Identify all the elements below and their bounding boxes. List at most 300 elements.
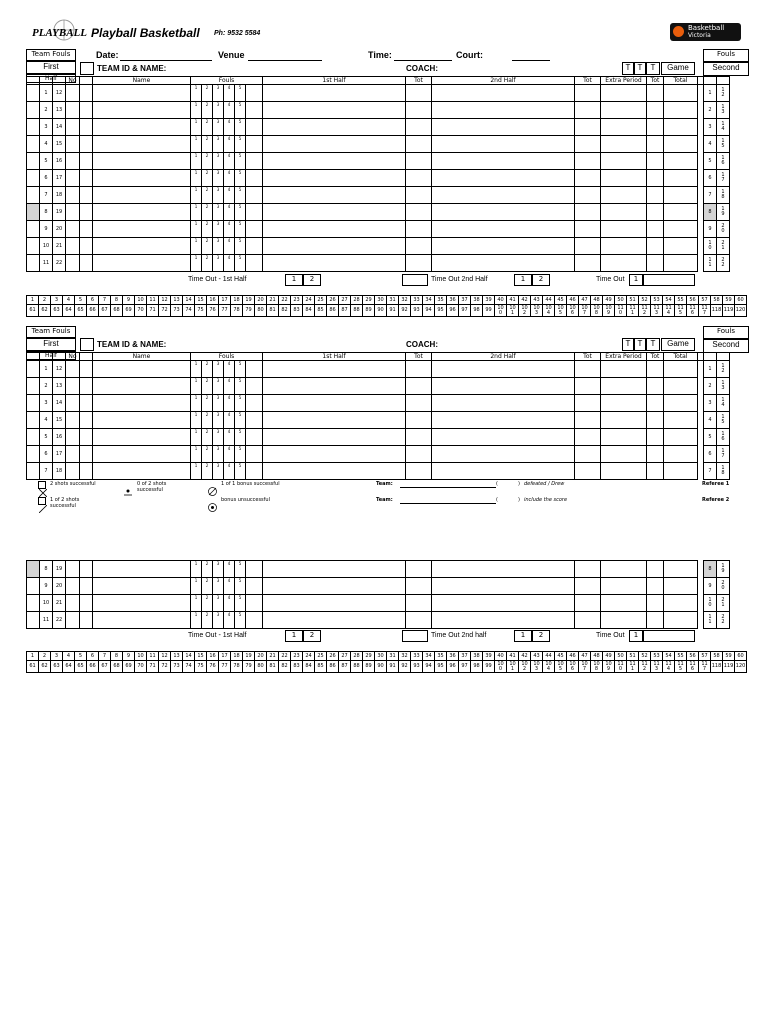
foul-mark-4[interactable]: 4 bbox=[224, 395, 235, 412]
foul-mark-5[interactable]: 5 bbox=[235, 119, 246, 136]
team-foul-count-b[interactable]: 15 bbox=[53, 136, 66, 153]
foul-mark-2[interactable]: 2 bbox=[202, 153, 213, 170]
foul-mark-1[interactable]: 1 bbox=[191, 361, 202, 378]
player-spacer-cell[interactable] bbox=[80, 187, 93, 204]
second-half-score-cell[interactable] bbox=[432, 153, 575, 170]
date-field[interactable] bbox=[120, 60, 212, 61]
first-half-total-cell[interactable] bbox=[406, 561, 432, 578]
foul-extra-cell[interactable] bbox=[246, 187, 263, 204]
player-number-cell[interactable] bbox=[66, 463, 80, 480]
score-cell[interactable]: 45 bbox=[555, 652, 567, 661]
second-foul-count-b[interactable]: 2 1 bbox=[717, 595, 730, 612]
team-foul-shade-cell[interactable] bbox=[27, 429, 40, 446]
score-cell[interactable]: 97 bbox=[459, 305, 471, 317]
team-foul-count-b[interactable]: 21 bbox=[53, 595, 66, 612]
score-cell[interactable]: 74 bbox=[183, 305, 195, 317]
score-cell[interactable]: 97 bbox=[459, 661, 471, 673]
foul-extra-cell[interactable] bbox=[246, 395, 263, 412]
second-half-score-cell[interactable] bbox=[432, 136, 575, 153]
second-foul-count-a[interactable]: 1 bbox=[704, 361, 717, 378]
score-cell[interactable]: 16 bbox=[207, 652, 219, 661]
score-cell[interactable]: 51 bbox=[627, 652, 639, 661]
foul-mark-3[interactable]: 3 bbox=[213, 102, 224, 119]
score-cell[interactable]: 82 bbox=[279, 661, 291, 673]
extra-period-cell[interactable] bbox=[601, 395, 647, 412]
score-cell[interactable]: 74 bbox=[183, 661, 195, 673]
extra-total-cell[interactable] bbox=[647, 395, 664, 412]
score-cell[interactable]: 1 bbox=[27, 296, 39, 305]
score-cell[interactable]: 65 bbox=[75, 661, 87, 673]
first-half-score-cell[interactable] bbox=[263, 85, 406, 102]
first-half-total-cell[interactable] bbox=[406, 429, 432, 446]
score-cell[interactable]: 28 bbox=[351, 296, 363, 305]
score-cell[interactable]: 61 bbox=[27, 661, 39, 673]
foul-mark-3[interactable]: 3 bbox=[213, 136, 224, 153]
score-cell[interactable]: 54 bbox=[663, 296, 675, 305]
score-cell[interactable]: 10 9 bbox=[603, 305, 615, 317]
foul-mark-4[interactable]: 4 bbox=[224, 255, 235, 272]
second-half-score-cell[interactable] bbox=[432, 85, 575, 102]
score-cell[interactable]: 78 bbox=[231, 661, 243, 673]
score-cell[interactable]: 65 bbox=[75, 305, 87, 317]
score-cell[interactable]: 4 bbox=[63, 652, 75, 661]
game-total-cell[interactable] bbox=[664, 361, 698, 378]
team-b-field[interactable] bbox=[400, 503, 496, 504]
score-cell[interactable]: 96 bbox=[447, 305, 459, 317]
score-cell[interactable]: 10 7 bbox=[579, 305, 591, 317]
score-cell[interactable]: 8 bbox=[111, 652, 123, 661]
player-number-cell[interactable] bbox=[66, 578, 80, 595]
player-row[interactable] bbox=[27, 136, 730, 153]
foul-mark-2[interactable]: 2 bbox=[202, 595, 213, 612]
score-cell[interactable]: 45 bbox=[555, 296, 567, 305]
foul-mark-3[interactable]: 3 bbox=[213, 378, 224, 395]
team-foul-shade-cell[interactable] bbox=[27, 136, 40, 153]
game-total-cell[interactable] bbox=[664, 85, 698, 102]
score-cell[interactable]: 91 bbox=[387, 305, 399, 317]
game-total-cell[interactable] bbox=[664, 204, 698, 221]
team-id-box-b[interactable] bbox=[80, 338, 94, 351]
player-name-cell[interactable] bbox=[93, 204, 191, 221]
player-number-cell[interactable] bbox=[66, 361, 80, 378]
score-cell[interactable]: 24 bbox=[303, 652, 315, 661]
score-cell[interactable]: 10 1 bbox=[507, 661, 519, 673]
score-cell[interactable]: 10 8 bbox=[591, 661, 603, 673]
score-cell[interactable]: 23 bbox=[291, 652, 303, 661]
team-foul-shade-cell[interactable] bbox=[27, 102, 40, 119]
player-spacer-cell[interactable] bbox=[80, 255, 93, 272]
score-cell[interactable]: 75 bbox=[195, 661, 207, 673]
foul-mark-3[interactable]: 3 bbox=[213, 463, 224, 480]
player-spacer-cell[interactable] bbox=[80, 446, 93, 463]
foul-mark-5[interactable]: 5 bbox=[235, 238, 246, 255]
score-cell[interactable]: 30 bbox=[375, 296, 387, 305]
foul-mark-2[interactable]: 2 bbox=[202, 578, 213, 595]
score-cell[interactable]: 35 bbox=[435, 296, 447, 305]
second-foul-count-a[interactable]: 1 1 bbox=[704, 612, 717, 629]
team-foul-shade-cell[interactable] bbox=[27, 378, 40, 395]
foul-mark-5[interactable]: 5 bbox=[235, 378, 246, 395]
player-spacer-cell[interactable] bbox=[80, 412, 93, 429]
extra-total-cell[interactable] bbox=[647, 119, 664, 136]
first-half-score-cell[interactable] bbox=[263, 255, 406, 272]
foul-extra-cell[interactable] bbox=[246, 578, 263, 595]
foul-extra-cell[interactable] bbox=[246, 378, 263, 395]
foul-mark-2[interactable]: 2 bbox=[202, 255, 213, 272]
score-cell[interactable]: 11 6 bbox=[687, 661, 699, 673]
score-cell[interactable]: 68 bbox=[111, 661, 123, 673]
team-foul-count-a[interactable]: 7 bbox=[40, 463, 53, 480]
extra-period-cell[interactable] bbox=[601, 187, 647, 204]
team-foul-count-a[interactable]: 11 bbox=[40, 612, 53, 629]
foul-mark-1[interactable]: 1 bbox=[191, 395, 202, 412]
player-name-cell[interactable] bbox=[93, 561, 191, 578]
second-foul-count-b[interactable]: 1 8 bbox=[717, 187, 730, 204]
team-foul-count-a[interactable]: 8 bbox=[40, 561, 53, 578]
extra-period-cell[interactable] bbox=[601, 412, 647, 429]
score-cell[interactable]: 19 bbox=[243, 652, 255, 661]
score-cell[interactable]: 8 bbox=[111, 296, 123, 305]
foul-mark-4[interactable]: 4 bbox=[224, 187, 235, 204]
extra-period-cell[interactable] bbox=[601, 578, 647, 595]
score-cell[interactable]: 36 bbox=[447, 652, 459, 661]
second-foul-count-b[interactable]: 1 8 bbox=[717, 463, 730, 480]
foul-mark-3[interactable]: 3 bbox=[213, 153, 224, 170]
foul-mark-1[interactable]: 1 bbox=[191, 221, 202, 238]
second-foul-count-a[interactable]: 7 bbox=[704, 187, 717, 204]
foul-mark-1[interactable]: 1 bbox=[191, 612, 202, 629]
score-cell[interactable]: 92 bbox=[399, 305, 411, 317]
score-cell[interactable]: 7 bbox=[99, 652, 111, 661]
foul-mark-4[interactable]: 4 bbox=[224, 429, 235, 446]
second-half-score-cell[interactable] bbox=[432, 429, 575, 446]
second-half-score-cell[interactable] bbox=[432, 170, 575, 187]
score-cell[interactable]: 99 bbox=[483, 661, 495, 673]
score-cell[interactable]: 21 bbox=[267, 296, 279, 305]
score-cell[interactable]: 26 bbox=[327, 296, 339, 305]
extra-total-cell[interactable] bbox=[647, 221, 664, 238]
score-cell[interactable]: 14 bbox=[183, 652, 195, 661]
score-cell[interactable]: 31 bbox=[387, 652, 399, 661]
foul-mark-4[interactable]: 4 bbox=[224, 561, 235, 578]
foul-mark-1[interactable]: 1 bbox=[191, 378, 202, 395]
foul-mark-2[interactable]: 2 bbox=[202, 561, 213, 578]
score-cell[interactable]: 118 bbox=[711, 661, 723, 673]
extra-total-cell[interactable] bbox=[647, 561, 664, 578]
second-foul-count-b[interactable]: 1 6 bbox=[717, 429, 730, 446]
score-cell[interactable]: 40 bbox=[495, 652, 507, 661]
score-cell[interactable]: 5 bbox=[75, 652, 87, 661]
score-cell[interactable]: 46 bbox=[567, 652, 579, 661]
foul-mark-1[interactable]: 1 bbox=[191, 85, 202, 102]
player-row[interactable] bbox=[27, 187, 730, 204]
first-half-total-cell[interactable] bbox=[406, 136, 432, 153]
score-cell[interactable]: 90 bbox=[375, 305, 387, 317]
team-foul-count-a[interactable]: 3 bbox=[40, 119, 53, 136]
first-half-total-cell[interactable] bbox=[406, 255, 432, 272]
game-total-cell[interactable] bbox=[664, 429, 698, 446]
second-foul-count-a[interactable]: 2 bbox=[704, 102, 717, 119]
second-foul-count-a[interactable]: 1 0 bbox=[704, 595, 717, 612]
second-half-score-cell[interactable] bbox=[432, 612, 575, 629]
score-cell[interactable]: 87 bbox=[339, 305, 351, 317]
team-foul-count-b[interactable]: 19 bbox=[53, 561, 66, 578]
extra-total-cell[interactable] bbox=[647, 85, 664, 102]
player-spacer-cell[interactable] bbox=[80, 85, 93, 102]
timeout-extra-box[interactable]: 1 bbox=[629, 274, 643, 286]
player-row[interactable] bbox=[27, 595, 730, 612]
player-name-cell[interactable] bbox=[93, 85, 191, 102]
score-cell[interactable]: 64 bbox=[63, 661, 75, 673]
foul-mark-4[interactable]: 4 bbox=[224, 85, 235, 102]
score-cell[interactable]: 118 bbox=[711, 305, 723, 317]
score-cell[interactable]: 50 bbox=[615, 652, 627, 661]
first-half-score-cell[interactable] bbox=[263, 561, 406, 578]
score-cell[interactable]: 120 bbox=[735, 661, 747, 673]
team-foul-count-a[interactable]: 9 bbox=[40, 221, 53, 238]
second-foul-count-b[interactable]: 1 9 bbox=[717, 561, 730, 578]
foul-mark-5[interactable]: 5 bbox=[235, 102, 246, 119]
team-foul-count-a[interactable]: 6 bbox=[40, 170, 53, 187]
score-cell[interactable]: 99 bbox=[483, 305, 495, 317]
score-cell[interactable]: 25 bbox=[315, 296, 327, 305]
score-cell[interactable]: 43 bbox=[531, 296, 543, 305]
second-half-score-cell[interactable] bbox=[432, 595, 575, 612]
score-cell[interactable]: 50 bbox=[615, 296, 627, 305]
foul-mark-2[interactable]: 2 bbox=[202, 102, 213, 119]
extra-period-cell[interactable] bbox=[601, 221, 647, 238]
score-cell[interactable]: 7 bbox=[99, 296, 111, 305]
first-half-total-cell[interactable] bbox=[406, 612, 432, 629]
player-row[interactable] bbox=[27, 561, 730, 578]
extra-period-cell[interactable] bbox=[601, 153, 647, 170]
first-half-score-cell[interactable] bbox=[263, 595, 406, 612]
extra-period-cell[interactable] bbox=[601, 463, 647, 480]
foul-extra-cell[interactable] bbox=[246, 204, 263, 221]
team-foul-count-a[interactable]: 9 bbox=[40, 578, 53, 595]
foul-mark-5[interactable]: 5 bbox=[235, 463, 246, 480]
first-half-total-cell[interactable] bbox=[406, 102, 432, 119]
second-foul-count-a[interactable]: 6 bbox=[704, 170, 717, 187]
player-row[interactable] bbox=[27, 119, 730, 136]
foul-mark-2[interactable]: 2 bbox=[202, 395, 213, 412]
score-cell[interactable]: 44 bbox=[543, 652, 555, 661]
second-foul-count-a[interactable]: 5 bbox=[704, 153, 717, 170]
game-total-cell[interactable] bbox=[664, 561, 698, 578]
second-foul-count-b[interactable]: 1 7 bbox=[717, 170, 730, 187]
team-foul-count-b[interactable]: 13 bbox=[53, 102, 66, 119]
foul-mark-5[interactable]: 5 bbox=[235, 136, 246, 153]
second-foul-count-b[interactable]: 2 0 bbox=[717, 221, 730, 238]
score-cell[interactable]: 11 bbox=[147, 296, 159, 305]
player-spacer-cell[interactable] bbox=[80, 238, 93, 255]
second-foul-count-a[interactable]: 9 bbox=[704, 578, 717, 595]
score-cell[interactable]: 87 bbox=[339, 661, 351, 673]
extra-total-cell[interactable] bbox=[647, 412, 664, 429]
score-cell[interactable]: 69 bbox=[123, 661, 135, 673]
team-foul-count-b[interactable]: 18 bbox=[53, 187, 66, 204]
score-cell[interactable]: 60 bbox=[735, 296, 747, 305]
score-cell[interactable]: 11 7 bbox=[699, 661, 711, 673]
second-half-total-cell[interactable] bbox=[575, 136, 601, 153]
score-cell[interactable]: 76 bbox=[207, 661, 219, 673]
team-foul-shade-cell[interactable] bbox=[27, 255, 40, 272]
first-half-total-cell[interactable] bbox=[406, 378, 432, 395]
second-half-total-cell[interactable] bbox=[575, 612, 601, 629]
foul-extra-cell[interactable] bbox=[246, 561, 263, 578]
player-number-cell[interactable] bbox=[66, 595, 80, 612]
score-cell[interactable]: 84 bbox=[303, 305, 315, 317]
score-cell[interactable]: 71 bbox=[147, 661, 159, 673]
score-cell[interactable]: 57 bbox=[699, 652, 711, 661]
team-foul-shade-cell[interactable] bbox=[27, 361, 40, 378]
timeout-blank-b[interactable] bbox=[402, 630, 428, 642]
score-cell[interactable]: 47 bbox=[579, 652, 591, 661]
score-cell[interactable]: 40 bbox=[495, 296, 507, 305]
game-total-cell[interactable] bbox=[664, 378, 698, 395]
second-foul-count-a[interactable]: 4 bbox=[704, 136, 717, 153]
score-cell[interactable]: 66 bbox=[87, 305, 99, 317]
score-cell[interactable]: 11 5 bbox=[675, 661, 687, 673]
score-cell[interactable]: 4 bbox=[63, 296, 75, 305]
foul-mark-3[interactable]: 3 bbox=[213, 395, 224, 412]
foul-mark-4[interactable]: 4 bbox=[224, 102, 235, 119]
second-half-score-cell[interactable] bbox=[432, 102, 575, 119]
player-name-cell[interactable] bbox=[93, 578, 191, 595]
score-cell[interactable]: 10 bbox=[135, 296, 147, 305]
first-half-score-cell[interactable] bbox=[263, 446, 406, 463]
score-cell[interactable]: 43 bbox=[531, 652, 543, 661]
game-total-cell[interactable] bbox=[664, 102, 698, 119]
player-spacer-cell[interactable] bbox=[80, 119, 93, 136]
foul-mark-1[interactable]: 1 bbox=[191, 255, 202, 272]
score-cell[interactable]: 10 5 bbox=[555, 305, 567, 317]
score-cell[interactable]: 3 bbox=[51, 652, 63, 661]
score-cell[interactable]: 27 bbox=[339, 296, 351, 305]
player-row[interactable] bbox=[27, 612, 730, 629]
team-foul-shade-cell[interactable] bbox=[27, 170, 40, 187]
second-half-score-cell[interactable] bbox=[432, 412, 575, 429]
player-name-cell[interactable] bbox=[93, 412, 191, 429]
score-cell[interactable]: 35 bbox=[435, 652, 447, 661]
score-cell[interactable]: 94 bbox=[423, 661, 435, 673]
player-row[interactable] bbox=[27, 446, 730, 463]
score-cell[interactable]: 29 bbox=[363, 652, 375, 661]
score-cell[interactable]: 60 bbox=[735, 652, 747, 661]
foul-mark-3[interactable]: 3 bbox=[213, 238, 224, 255]
extra-total-cell[interactable] bbox=[647, 204, 664, 221]
extra-period-cell[interactable] bbox=[601, 361, 647, 378]
second-half-total-cell[interactable] bbox=[575, 85, 601, 102]
foul-mark-1[interactable]: 1 bbox=[191, 102, 202, 119]
player-row[interactable] bbox=[27, 463, 730, 480]
second-half-score-cell[interactable] bbox=[432, 578, 575, 595]
score-cell[interactable]: 11 6 bbox=[687, 305, 699, 317]
team-foul-count-b[interactable]: 21 bbox=[53, 238, 66, 255]
first-half-total-cell[interactable] bbox=[406, 238, 432, 255]
player-number-cell[interactable] bbox=[66, 119, 80, 136]
first-half-score-cell[interactable] bbox=[263, 378, 406, 395]
first-half-score-cell[interactable] bbox=[263, 612, 406, 629]
score-cell[interactable]: 55 bbox=[675, 296, 687, 305]
score-cell[interactable]: 54 bbox=[663, 652, 675, 661]
score-cell[interactable]: 48 bbox=[591, 652, 603, 661]
team-foul-count-b[interactable]: 16 bbox=[53, 153, 66, 170]
player-spacer-cell[interactable] bbox=[80, 153, 93, 170]
foul-mark-1[interactable]: 1 bbox=[191, 119, 202, 136]
team-foul-count-a[interactable]: 5 bbox=[40, 153, 53, 170]
second-foul-count-a[interactable]: 6 bbox=[704, 446, 717, 463]
score-cell[interactable]: 67 bbox=[99, 661, 111, 673]
score-cell[interactable]: 77 bbox=[219, 661, 231, 673]
second-half-score-cell[interactable] bbox=[432, 446, 575, 463]
score-cell[interactable]: 72 bbox=[159, 305, 171, 317]
game-total-cell[interactable] bbox=[664, 153, 698, 170]
score-cell[interactable]: 69 bbox=[123, 305, 135, 317]
player-spacer-cell[interactable] bbox=[80, 204, 93, 221]
score-cell[interactable]: 6 bbox=[87, 296, 99, 305]
score-cell[interactable]: 10 6 bbox=[567, 661, 579, 673]
team-foul-shade-cell[interactable] bbox=[27, 85, 40, 102]
score-cell[interactable]: 37 bbox=[459, 296, 471, 305]
score-cell[interactable]: 10 5 bbox=[555, 661, 567, 673]
player-number-cell[interactable] bbox=[66, 378, 80, 395]
player-spacer-cell[interactable] bbox=[80, 136, 93, 153]
foul-mark-2[interactable]: 2 bbox=[202, 429, 213, 446]
second-half-total-cell[interactable] bbox=[575, 187, 601, 204]
extra-period-cell[interactable] bbox=[601, 429, 647, 446]
player-name-cell[interactable] bbox=[93, 612, 191, 629]
first-half-score-cell[interactable] bbox=[263, 187, 406, 204]
score-cell[interactable]: 27 bbox=[339, 652, 351, 661]
team-foul-shade-cell[interactable] bbox=[27, 595, 40, 612]
player-row[interactable] bbox=[27, 102, 730, 119]
score-cell[interactable]: 98 bbox=[471, 661, 483, 673]
foul-mark-4[interactable]: 4 bbox=[224, 578, 235, 595]
player-name-cell[interactable] bbox=[93, 361, 191, 378]
team-foul-count-a[interactable]: 4 bbox=[40, 136, 53, 153]
game-total-cell[interactable] bbox=[664, 136, 698, 153]
score-cell[interactable]: 15 bbox=[195, 296, 207, 305]
score-cell[interactable]: 36 bbox=[447, 296, 459, 305]
time-field[interactable] bbox=[394, 60, 452, 61]
game-total-cell[interactable] bbox=[664, 395, 698, 412]
player-spacer-cell[interactable] bbox=[80, 561, 93, 578]
foul-mark-4[interactable]: 4 bbox=[224, 153, 235, 170]
second-half-total-cell[interactable] bbox=[575, 153, 601, 170]
timeout-2nd-box2-b[interactable]: 2 bbox=[532, 630, 550, 642]
foul-extra-cell[interactable] bbox=[246, 85, 263, 102]
score-cell[interactable]: 39 bbox=[483, 652, 495, 661]
player-name-cell[interactable] bbox=[93, 221, 191, 238]
first-half-total-cell[interactable] bbox=[406, 446, 432, 463]
score-cell[interactable]: 81 bbox=[267, 661, 279, 673]
team-foul-count-b[interactable]: 14 bbox=[53, 119, 66, 136]
score-cell[interactable]: 1 bbox=[27, 652, 39, 661]
score-cell[interactable]: 78 bbox=[231, 305, 243, 317]
score-cell[interactable]: 38 bbox=[471, 652, 483, 661]
second-foul-count-b[interactable]: 1 4 bbox=[717, 395, 730, 412]
foul-extra-cell[interactable] bbox=[246, 153, 263, 170]
game-total-cell[interactable] bbox=[664, 578, 698, 595]
score-cell[interactable]: 47 bbox=[579, 296, 591, 305]
score-cell[interactable]: 49 bbox=[603, 652, 615, 661]
player-name-cell[interactable] bbox=[93, 153, 191, 170]
score-cell[interactable]: 10 7 bbox=[579, 661, 591, 673]
player-row[interactable] bbox=[27, 221, 730, 238]
foul-mark-4[interactable]: 4 bbox=[224, 463, 235, 480]
extra-total-cell[interactable] bbox=[647, 446, 664, 463]
